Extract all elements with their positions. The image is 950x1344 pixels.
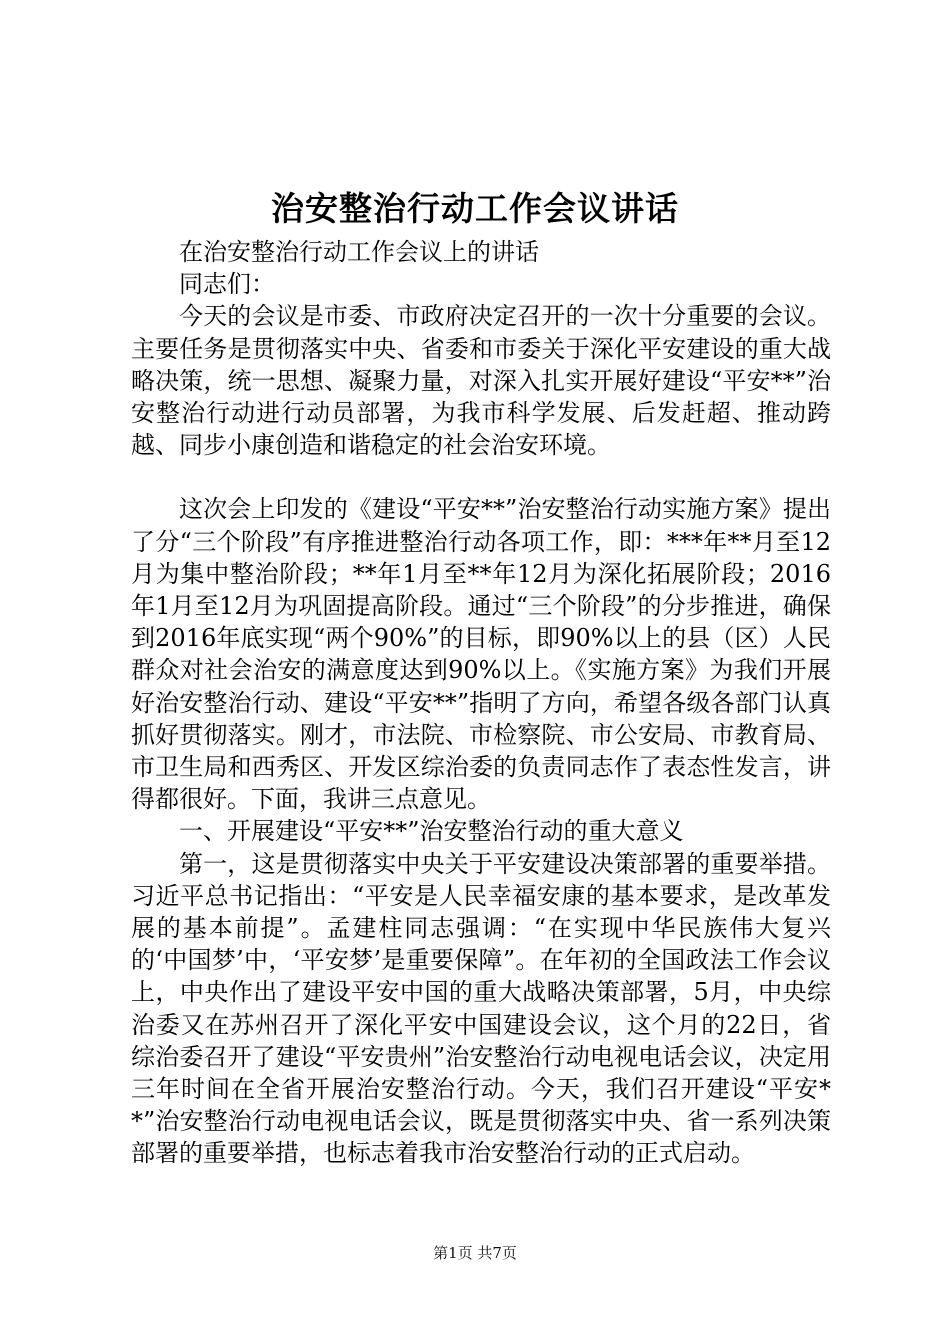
page-number: 第1页 共7页 [433, 1244, 517, 1262]
document-title: 治安整治行动工作会议讲话 [271, 189, 679, 228]
salutation: 同志们： [179, 270, 275, 299]
section-heading-1: 一、开展建设“平安**”治安整治行动的重大意义 [179, 817, 684, 846]
paragraph-implementation-plan: 这次会上印发的《建设“平安**”治安整治行动实施方案》提出了分“三个阶段”有序推进整治行动各项工作，即：***年**月至12月为集中整治阶段；**年1月至**年12月为深化拓展阶段；2016年1月至12月为巩固提高阶段。通过“三个阶段”的分步推进，确保到2016年底实现“两个90%”的目标，即90%以上的县（区）人民群众对社会治安的满意度达到90%以上。《实施方案》为我们开展好治安整治行动、建设“平安**”指明了方向，希望各级各部门认真抓好贯彻落实。刚才，市法院、市检察院、市公安局、市教育局、市卫生局和西秀区、开发区综治委的负责同志作了表态性发言，讲得都很好。下面，我讲三点意见。 [131, 495, 831, 814]
paragraph-intro: 今天的会议是市委、市政府决定召开的一次十分重要的会议。主要任务是贯彻落实中央、省委和市委关于深化平安建设的重大战略决策，统一思想、凝聚力量，对深入扎实开展好建设“平安**”治安整治行动进行动员部署，为我市科学发展、后发赶超、推动跨越、同步小康创造和谐稳定的社会治安环境。 [131, 302, 831, 460]
speech-subtitle: 在治安整治行动工作会议上的讲话 [179, 238, 539, 266]
paragraph-first-point: 第一，这是贯彻落实中央关于平安建设决策部署的重要举措。习近平总书记指出：“平安是人民幸福安康的基本要求，是改革发展的基本前提”。孟建柱同志强调：“在实现中华民族伟大复兴的‘中国梦’中，‘平安梦’是重要保障”。在年初的全国政法工作会议上，中央作出了建设平安中国的重大战略决策部署，5月，中央综治委又在苏州召开了深化平安中国建设会议，这个月的22日，省综治委召开了建设“平安贵州”治安整治行动电视电话会议，决定用三年时间在全省开展治安整治行动。今天，我们召开建设“平安**”治安整治行动电视电话会议，既是贯彻落实中央、省一系列决策部署的重要举措，也标志着我市治安整治行动的正式启动。 [131, 849, 831, 1168]
document-body [131, 236, 831, 1170]
